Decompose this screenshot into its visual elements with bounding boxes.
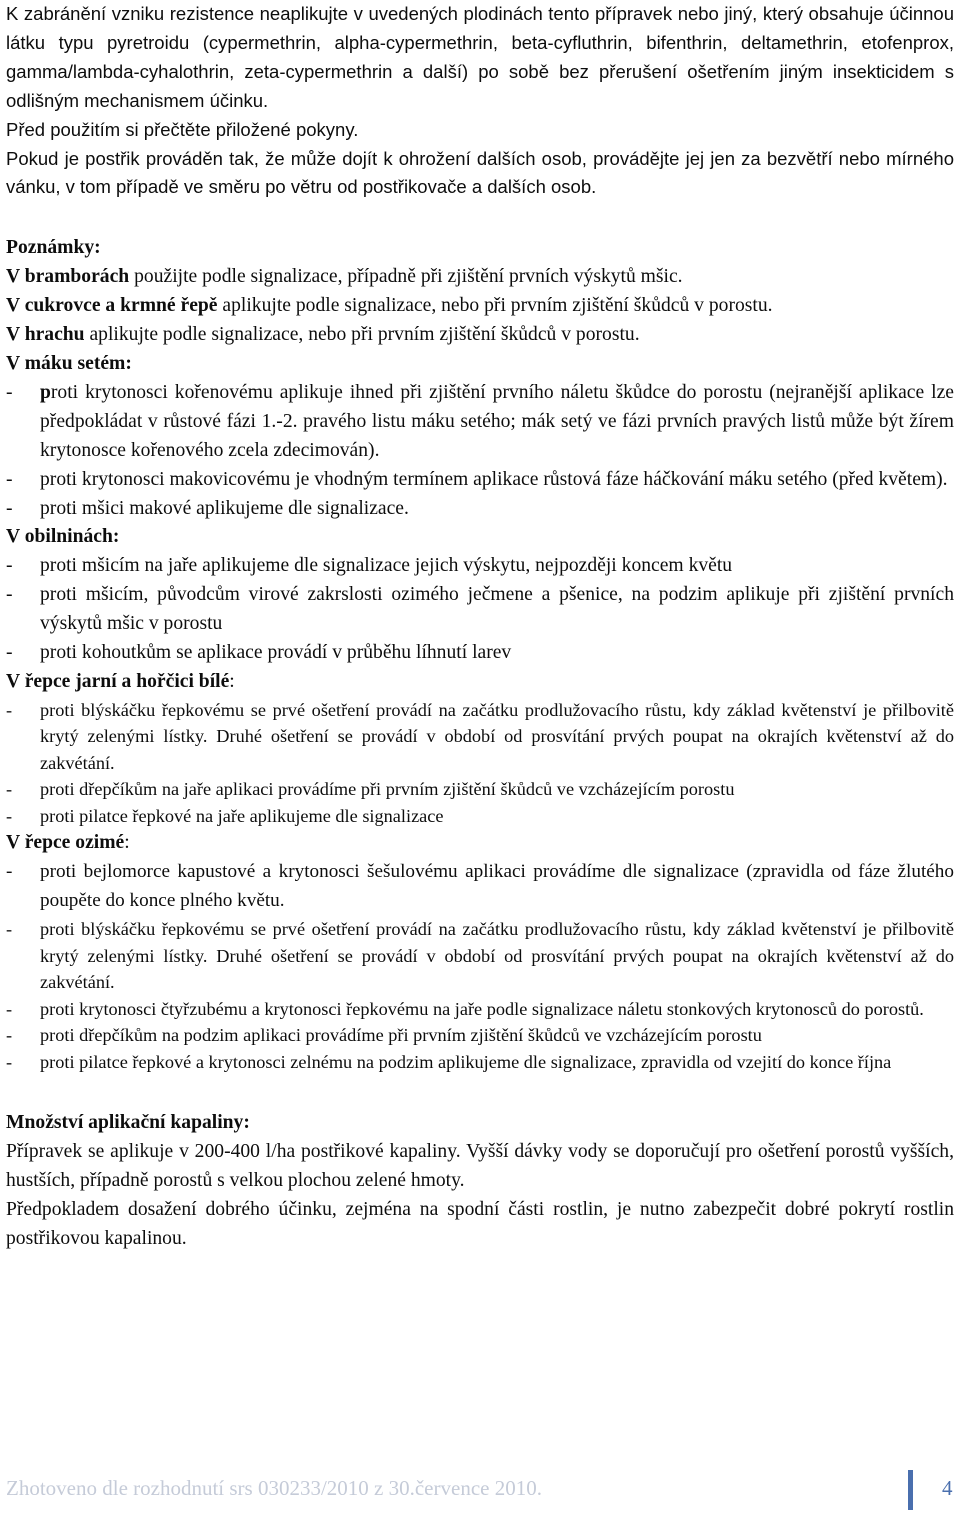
spring-rape-item-text: proti pilatce řepkové na jaře aplikujeme dle signalizace	[40, 805, 444, 826]
list-bullet: -	[6, 381, 13, 403]
cereals-heading: V obilninách:	[6, 526, 120, 548]
list-bullet: -	[6, 497, 13, 519]
list-bullet: -	[6, 642, 13, 664]
liquid-amount-paragraph: Přípravek se aplikuje v 200-400 l/ha postřikové kapaliny. Vyšší dávky vody se doporučují pro ošetření porostů vyšších, hustších, případně porostů s velkou plochou zelené hmoty.	[6, 1140, 954, 1191]
note-peas-crop: V hrachu	[6, 324, 85, 346]
footer-divider	[908, 1470, 913, 1510]
winter-rape-heading-text: V řepce ozimé	[6, 832, 125, 854]
spring-rape-item	[6, 803, 954, 830]
cereals-item	[6, 639, 954, 668]
note-potatoes-text: použijte podle signalizace, případně při zjištění prvních výskytů mšic.	[129, 266, 683, 288]
winter-rape-heading	[6, 829, 954, 858]
liquid-amount-heading: Množství aplikační kapaliny:	[6, 1112, 250, 1134]
winter-rape-item	[6, 1049, 954, 1076]
list-bullet: -	[6, 1051, 13, 1072]
winter-rape-item	[6, 858, 954, 916]
list-bullet: -	[6, 468, 13, 490]
winter-rape-item-text: proti krytonosci čtyřzubému a krytonosci řepkovému na jaře podle signalizace náletu stonkových krytonosců do porostů.	[40, 998, 924, 1019]
winter-rape-item	[6, 1022, 954, 1049]
spring-rape-item	[6, 776, 954, 803]
spring-rape-heading-colon: :	[229, 670, 235, 692]
winter-rape-item	[6, 996, 954, 1023]
spring-rape-heading	[6, 668, 954, 697]
note-peas-text: aplikujte podle signalizace, nebo při prvním zjištění škůdců v porostu.	[84, 324, 640, 346]
spring-rape-item-text: proti dřepčíkům na jaře aplikaci provádíme při prvním zjištění škůdců ve vzcházejícím porostu	[40, 779, 735, 800]
list-bullet: -	[6, 779, 13, 800]
spring-rape-item-text: proti blýskáčku řepkovému se prvé ošetření provádí na začátku prodlužovacího růstu, kdy základ květenství je přilbovitě krytý zelenými lístky. Druhé ošetření se provádí v období od prosvítání prvých poupat na okrajích květenství až do zakvétání.	[40, 699, 954, 773]
intro-spraying-paragraph: Pokud je postřik prováděn tak, že může dojít k ohrožení dalších osob, provádějte jej jen za bezvětří nebo mírného vánku, v tom případě ve směru po větru od postřikovače a dalších osob.	[6, 147, 954, 198]
winter-rape-item-text: proti dřepčíkům na podzim aplikaci provádíme při prvním zjištění škůdců ve vzcházejícím porostu	[40, 1025, 762, 1046]
winter-rape-item-text: proti bejlomorce kapustové a krytonosci šešulovému aplikaci provádíme dle signalizace (zpravidla od fáze žlutého poupěte do konce plného květu.	[40, 861, 954, 912]
note-peas	[6, 321, 954, 350]
note-potatoes-crop: V bramborách	[6, 266, 130, 288]
spring-rape-heading-text: V řepce jarní a hořčici bílé	[6, 670, 230, 692]
poppy-item	[6, 495, 954, 524]
poppy-item-text: roti krytonosci kořenovému aplikuje ihned při zjištění prvního náletu škůdce do porostu (nejranější aplikace lze předpokládat v růstové fázi 1.-2. pravého listu máku setého; mák setý ve fázi prvních pravých listů může být žírem krytonosce kořenového zcela zdecimován).	[40, 381, 954, 461]
note-potatoes	[6, 263, 954, 292]
intro-instructions-paragraph: Před použitím si přečtěte přiložené pokyny.	[6, 118, 359, 140]
list-bullet: -	[6, 805, 13, 826]
poppy-item-initial: p	[40, 381, 51, 403]
list-bullet: -	[6, 584, 13, 606]
poppy-item	[6, 466, 954, 495]
notes-heading: Poznámky:	[6, 237, 101, 259]
note-beet-crop: V cukrovce a krmné řepě	[6, 295, 218, 317]
coverage-paragraph: Předpokladem dosažení dobrého účinku, zejména na spodní části rostlin, je nutno zabezpečit dobré pokrytí rostlin postřikovou kapalinou.	[6, 1198, 954, 1249]
winter-rape-item-text: proti pilatce řepkové a krytonosci zelnému na podzim aplikujeme dle signalizace, zpravidla od vzejití do konce října	[40, 1051, 892, 1072]
list-bullet: -	[6, 998, 13, 1019]
winter-rape-heading-colon: :	[124, 832, 130, 854]
page-footer	[6, 1470, 954, 1510]
cereals-item	[6, 552, 954, 581]
winter-rape-item-text: proti blýskáčku řepkovému se prvé ošetření provádí na začátku prodlužovacího růstu, kdy základ květenství je přilbovitě krytý zelenými lístky. Druhé ošetření se provádí v období od prosvítání prvých poupat na okrajích květenství až do zakvétání.	[40, 919, 954, 993]
document-page	[6, 0, 954, 1254]
page-number: 4	[942, 1476, 953, 1500]
note-beet-text: aplikujte podle signalizace, nebo při prvním zjištění škůdců v porostu.	[217, 295, 773, 317]
cereals-item-text: proti kohoutkům se aplikace provádí v průběhu líhnutí larev	[40, 642, 512, 664]
intro-resistance-paragraph: K zabránění vzniku rezistence neaplikujte v uvedených plodinách tento přípravek nebo jiný, který obsahuje účinnou látku typu pyretroidu (cypermethrin, alpha-cypermethrin, beta-cyfluthrin, bifenthrin, deltamethrin, etofenprox, gamma/lambda-cyhalothrin, zeta-cypermethrin a další) po sobě bez přerušení ošetřením jiným insekticidem s odlišným mechanismem účinku.	[6, 3, 954, 111]
spring-rape-item	[6, 697, 954, 777]
list-bullet: -	[6, 699, 13, 720]
list-bullet: -	[6, 1025, 13, 1046]
poppy-item-text: proti krytonosci makovicovému je vhodným termínem aplikace růstová fáze háčkování máku setého (před květem).	[40, 468, 948, 490]
poppy-heading: V máku setém:	[6, 352, 132, 374]
list-bullet: -	[6, 861, 13, 883]
list-bullet: -	[6, 555, 13, 577]
list-bullet: -	[6, 919, 13, 940]
poppy-item	[6, 379, 954, 466]
winter-rape-item	[6, 916, 954, 996]
cereals-item-text: proti mšicím na jaře aplikujeme dle signalizace jejich výskytu, nejpozději koncem květu	[40, 555, 733, 577]
footer-text: Zhotoveno dle rozhodnutí srs 030233/2010 z 30.července 2010.	[6, 1476, 542, 1500]
cereals-item-text: proti mšicím, původcům virové zakrslosti ozimého ječmene a pšenice, na podzim aplikuje při zjištění prvních výskytů mšic v porostu	[40, 584, 954, 635]
note-beet	[6, 292, 954, 321]
poppy-item-text: proti mšici makové aplikujeme dle signalizace.	[40, 497, 409, 519]
cereals-item	[6, 581, 954, 639]
